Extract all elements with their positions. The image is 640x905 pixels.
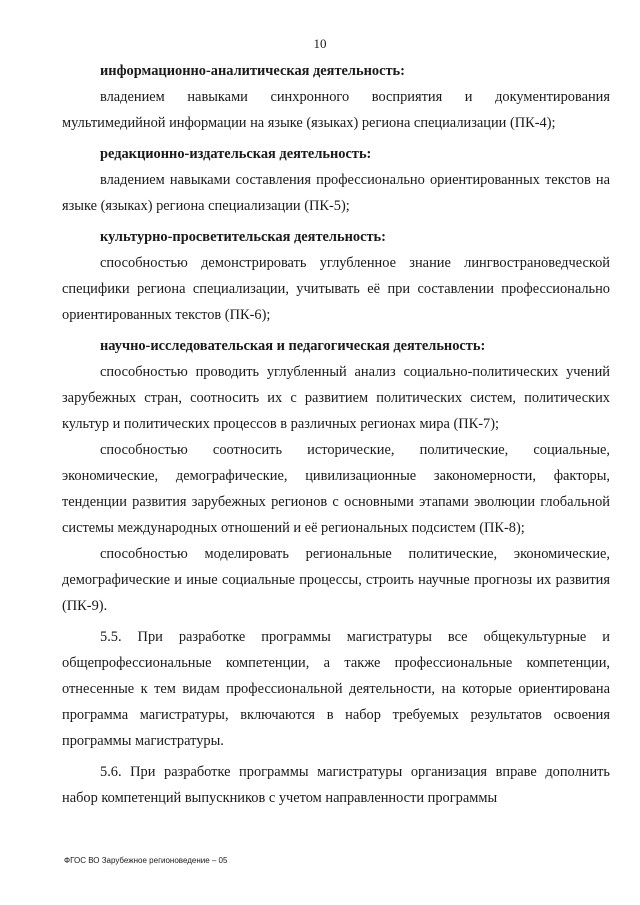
paragraph: владением навыками составления профессионально ориентированных текстов на языке (языках) региона специализации (ПК-5); xyxy=(62,172,610,214)
page-number: 10 xyxy=(313,36,327,51)
paragraph: способностью соотносить исторические, политические, социальные, экономические, демографические, цивилизационные закономерности, факторы, тенденции развития зарубежных регионов с основными этапами эволюции глобальной системы международных отношений и её региональных подсистем (ПК-8); xyxy=(62,442,610,536)
section-heading: культурно-просветительская деятельность: xyxy=(100,229,386,245)
section-heading: информационно-аналитическая деятельность: xyxy=(100,63,405,79)
section-heading: редакционно-издательская деятельность: xyxy=(100,146,372,162)
document-body xyxy=(62,58,610,811)
section-heading: научно-исследовательская и педагогическая деятельность: xyxy=(100,338,486,354)
paragraph: 5.5. При разработке программы магистратуры все общекультурные и общепрофессиональные компетенции, а также профессиональные компетенции, отнесенные к тем видам профессиональной деятельности, на которые ориентирована программа магистратуры, включаются в набор требуемых результатов освоения программы магистратуры. xyxy=(62,629,610,749)
paragraph: способностью проводить углубленный анализ социально-политических учений зарубежных стран, соотносить их с развитием политических систем, политических культур и политических процессов в различных регионах мира (ПК-7); xyxy=(62,364,610,432)
paragraph: способностью демонстрировать углубленное знание лингвострановедческой специфики региона специализации, учитывать её при составлении профессионально ориентированных текстов (ПК-6); xyxy=(62,255,610,323)
paragraph: способностью моделировать региональные политические, экономические, демографические и иные социальные процессы, строить научные прогнозы их развития (ПК-9). xyxy=(62,546,610,614)
paragraph: 5.6. При разработке программы магистратуры организация вправе дополнить набор компетенций выпускников с учетом направленности программы xyxy=(62,764,610,806)
paragraph: владением навыками синхронного восприятия и документирования мультимедийной информации на языке (языках) региона специализации (ПК-4); xyxy=(62,89,610,131)
page-footer: ФГОС ВО Зарубежное регионоведение – 05 xyxy=(64,856,228,865)
